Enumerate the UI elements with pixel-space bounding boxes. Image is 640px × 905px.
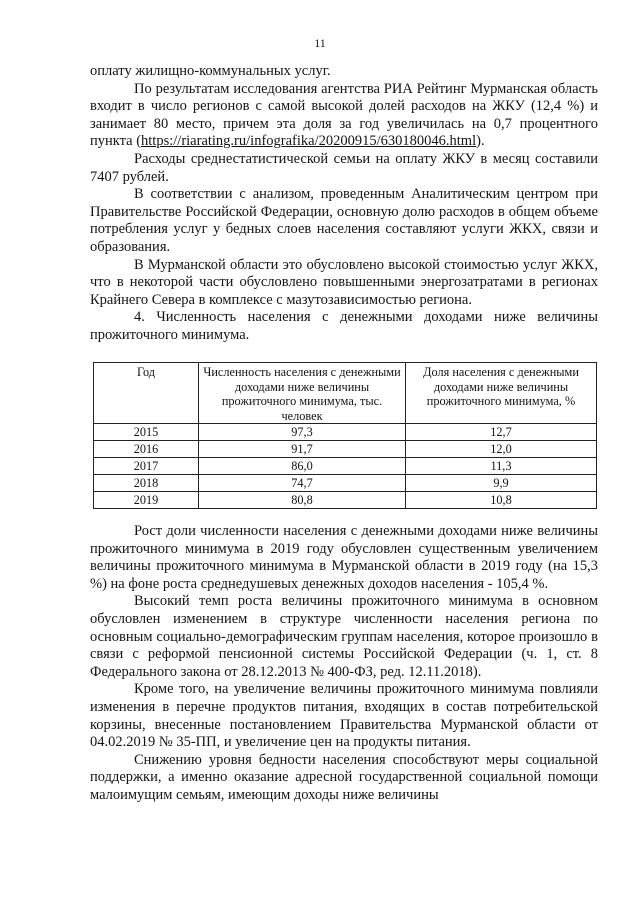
cell-year: 2016 (94, 441, 199, 458)
table-row (94, 492, 597, 509)
cell-share: 12,0 (406, 441, 597, 458)
paragraph: В Мурманской области это обусловлено высокой стоимостью услуг ЖКХ, что в некоторой части обусловлено повышенными энергозатратами в регионах Крайнего Севера в комплексе с мазутозависимостью региона. (90, 256, 598, 308)
cell-count: 97,3 (199, 424, 406, 441)
cell-year: 2018 (94, 475, 199, 492)
cell-count: 80,8 (199, 492, 406, 509)
cell-share: 9,9 (406, 475, 597, 492)
paragraph: Расходы среднестатистической семьи на оплату ЖКУ в месяц составили 7407 рублей. (90, 150, 598, 185)
table-row (94, 424, 597, 441)
source-link[interactable]: https://riarating.ru/infografika/20200915/630180046.html (141, 133, 477, 150)
paragraph: оплату жилищно-коммунальных услуг. (90, 63, 331, 79)
paragraph: Рост доли численности населения с денежными доходами ниже величины прожиточного минимума в 2019 году обусловлен существенным увеличением величины прожиточного минимума в Мурманской области в 2019 году (на 15,3 %) на фоне роста среднедушевых денежных доходов населения - 105,4 %. (90, 523, 598, 592)
paragraph-ria-rating (90, 81, 598, 151)
paragraph-text: ). (476, 133, 485, 150)
cell-year: 2019 (94, 492, 199, 509)
paragraph: Кроме того, на увеличение величины прожиточного минимума повлияли изменения в перечне продуктов питания, входящих в состав потребительской корзины, внесенные постановлением Правительства Мурманской области от 04.02.2019 № 35-ПП, и увеличение цен на продукты питания. (90, 681, 598, 751)
page-number: 11 (314, 36, 326, 50)
poverty-table (93, 362, 597, 509)
paragraph: Высокий темп роста величины прожиточного минимума в основном обусловлен изменением в структуре численности населения региона по основным социально-демографическим группам населения, которое произошло в связи с реформой пенсионной системы Российской Федерации (ч. 1, ст. 8 Федерального закона от 28.12.2013 № 400-ФЗ, ред. 12.11.2018). (90, 593, 598, 680)
cell-count: 74,7 (199, 475, 406, 492)
cell-share: 12,7 (406, 424, 597, 441)
cell-year: 2017 (94, 458, 199, 475)
table-row (94, 441, 597, 458)
cell-share: 11,3 (406, 458, 597, 475)
cell-year: 2015 (94, 424, 199, 441)
text-block-bottom (90, 523, 598, 805)
text-block-top (90, 63, 598, 345)
table-header-row (94, 363, 597, 424)
paragraph-text: По результатам исследования агентства РИА Рейтинг Мурманская область входит в число регионов с самой высокой долей расходов на ЖКУ (12,4 %) и занимает 80 место, причем эта доля за год увеличилась на 0,7 процентного пункта ( (90, 80, 598, 150)
cell-count: 86,0 (199, 458, 406, 475)
cell-count: 91,7 (199, 441, 406, 458)
section-heading: 4. Численность населения с денежными доходами ниже величины прожиточного минимума. (90, 309, 598, 343)
header-year: Год (94, 363, 199, 424)
header-population-share: Доля населения с денежными доходами ниже величины прожиточного минимума, % (406, 363, 597, 424)
paragraph: В соответствии с анализом, проведенным Аналитическим центром при Правительстве Российской Федерации, основную долю расходов в общем объеме потребления услуг у бедных слоев населения составляют услуги ЖКХ, связи и образования. (90, 186, 598, 255)
header-population-count: Численность населения с денежными доходами ниже величины прожиточного минимума, тыс. человек (199, 363, 406, 424)
table-row (94, 475, 597, 492)
cell-share: 10,8 (406, 492, 597, 509)
table-row (94, 458, 597, 475)
paragraph: Снижению уровня бедности населения способствуют меры социальной поддержки, а именно оказание адресной государственной социальной помощи малоимущим семьям, имеющим доходы ниже величины (90, 751, 598, 803)
